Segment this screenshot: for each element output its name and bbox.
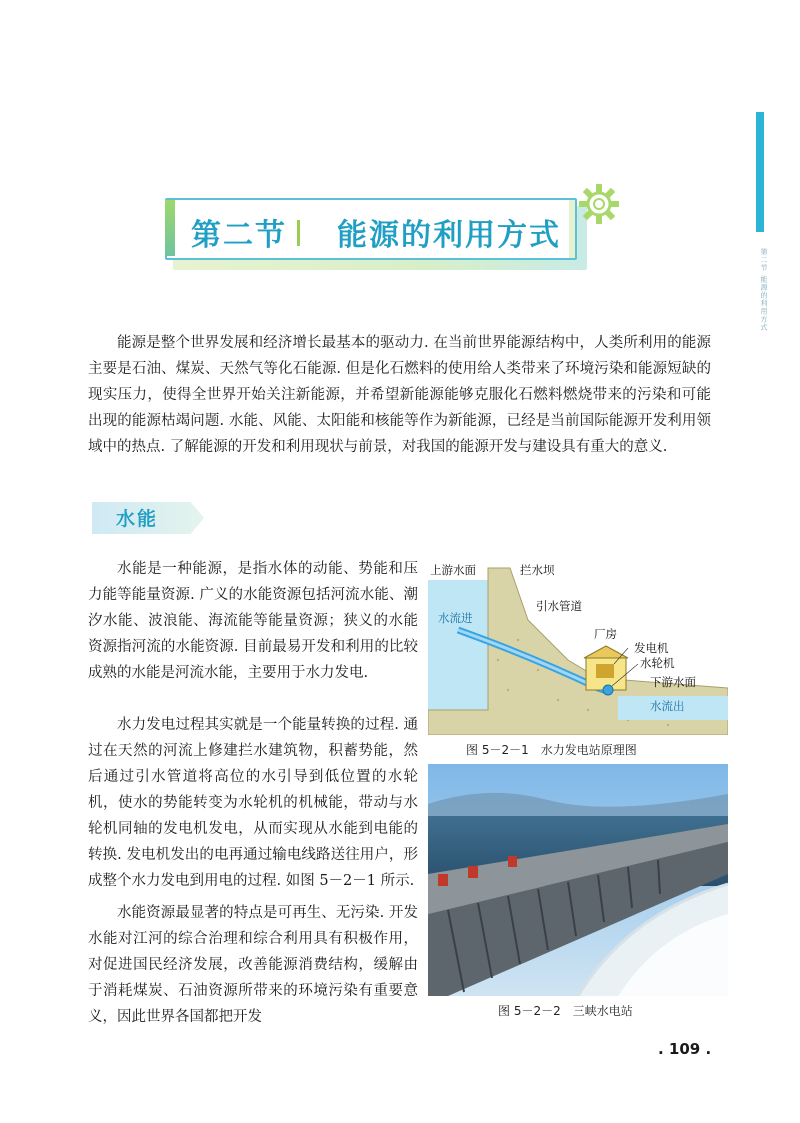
section-number: 第二节 xyxy=(191,218,287,253)
figure2-caption: 图 5－2－2 三峡水电站 xyxy=(498,1004,633,1018)
label-generator: 发电机 xyxy=(634,641,669,655)
gear-icon xyxy=(575,180,623,228)
side-tab-bar xyxy=(756,112,764,232)
section-title: 能源的利用方式 xyxy=(337,218,561,253)
label-plant: 厂房 xyxy=(594,627,617,641)
label-outflow: 水流出 xyxy=(650,699,685,713)
label-downstream: 下游水面 xyxy=(650,675,696,689)
three-gorges-photo xyxy=(428,764,728,996)
page-number: . 109 . xyxy=(658,1040,712,1058)
label-upstream: 上游水面 xyxy=(430,563,476,577)
label-inflow: 水流进 xyxy=(438,611,473,625)
label-turbine: 水轮机 xyxy=(640,656,675,670)
figure1-caption: 图 5－2－1 水力发电站原理图 xyxy=(466,743,637,757)
subsection-title: 水能 xyxy=(116,508,159,530)
side-tab-text: 第二节 能源的利用方式 xyxy=(760,248,768,332)
label-pipe: 引水管道 xyxy=(536,599,582,613)
intro-paragraph: 能源是整个世界发展和经济增长最基本的驱动力. 在当前世界能源结构中，人类所利用的能源主要是石油、煤炭、天然气等化石能源. 但是化石燃料的使用给人类带来了环境污染和能源短缺的现实压力，使得全世界开始关注新能源，并希望新能源能够克服化石燃料燃烧带来的污染和可能出现的能源枯竭问题. 水能、风能、太阳能和核能等作为新能源，已经是当前国际能源开发利用领域中的热点. 了解能源的开发和利用现状与前景，对我国的能源开发与建设具有重大的意义. xyxy=(88,335,711,455)
label-dam: 拦水坝 xyxy=(520,563,555,577)
section-header xyxy=(165,180,625,270)
header-divider xyxy=(297,220,300,246)
paragraph-hydro-features: 水能资源最显著的特点是可再生、无污染. 开发水能对江河的综合治理和综合利用具有积极作用，对促进国民经济发展，改善能源消费结构，缓解由于消耗煤炭、石油资源所带来的环境污染有重要意义，因此世界各国都把开发 xyxy=(88,905,418,1025)
hydropower-diagram xyxy=(428,560,728,735)
header-accent xyxy=(165,200,175,256)
paragraph-hydro-process: 水力发电过程其实就是一个能量转换的过程. 通过在天然的河流上修建拦水建筑物，积蓄势能，然后通过引水管道将高位的水引导到低位置的水轮机，使水的势能转变为水轮机的机械能，带动与水轮机同轴的发电机发电，从而实现从水能到电能的转换. 发电机发出的电再通过输电线路送往用户，形成整个水力发电到用电的过程. 如图 5－2－1 所示. xyxy=(88,717,418,889)
paragraph-hydro-definition: 水能是一种能源，是指水体的动能、势能和压力能等能量资源. 广义的水能资源包括河流水能、潮汐水能、波浪能、海流能等能量资源；狭义的水能资源指河流的水能资源. 目前最易开发和利用的比较成熟的水能是河流水能，主要用于水力发电. xyxy=(88,561,418,681)
